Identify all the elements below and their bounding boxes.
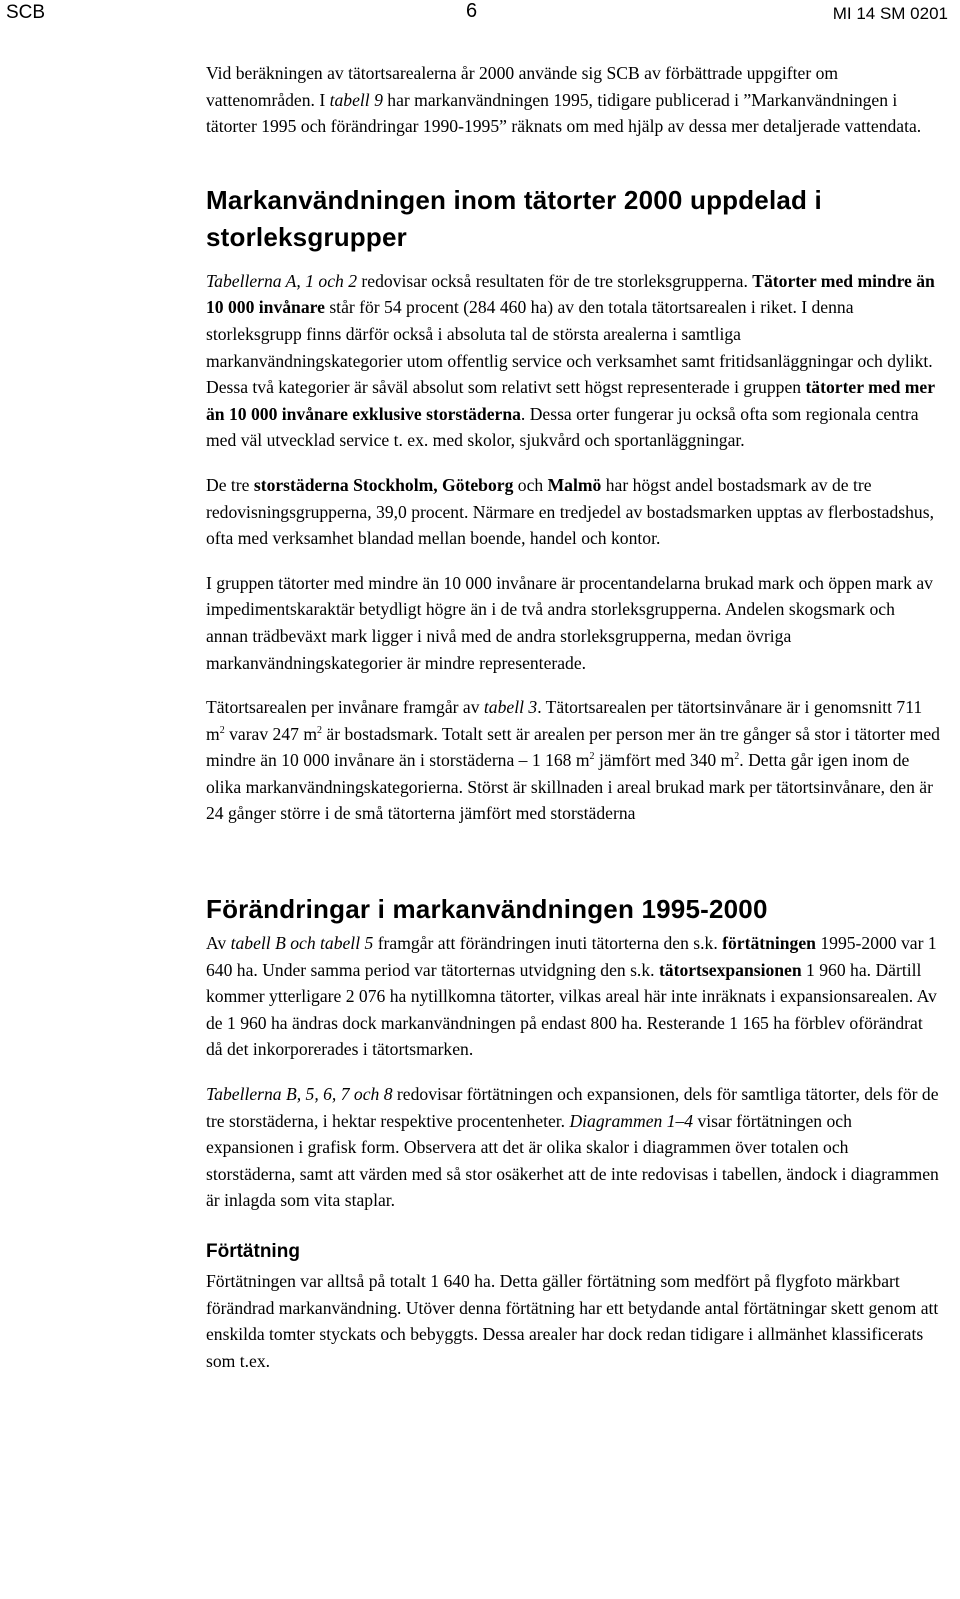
subsection-heading-densification: Förtätning — [206, 1241, 300, 1262]
page-number: 6 — [466, 0, 478, 22]
page-header — [0, 0, 960, 40]
metropolitan-paragraph: De tre storstäderna Stockholm, Göteborg och Malmö har högst andel bostadsmark av de tre redovisningsgrupperna, 39,0 procent. Närmare en tredjedel av bostadsmarken upptas av flerbostadshus, ofta med verksamhet blandad mellan boende, handel och kontor. — [206, 474, 934, 549]
table-reference[interactable]: tabell 3 — [483, 697, 538, 718]
table-reference[interactable]: tabell B och tabell 5 — [230, 933, 374, 954]
size-groups-paragraph: Tabellerna A, 1 och 2 redovisar också resultaten för de tre storleksgrupperna. Tätorter med mindre än 10 000 invånare står för 54 procent (284 460 ha) av den totala tätortsarealen i riket. I denna storleksgrupp finns därför också i absoluta tal de största arealerna i samtliga markanvändningskategorier utom offentlig service och verksamhet samt fritidsanläggningar och dylikt. Dessa två kategorier är såväl absolut som relativt sett högst representerade i gruppen tätorter med mer än 10 000 invånare exklusive storstäderna. Dessa orter fungerar ju också ofta som regionala centra med väl utvecklad service t. ex. med skolor, sjukvård och sportanläggningar. — [206, 270, 935, 451]
table-reference[interactable]: Tabellerna A, 1 och 2 — [206, 270, 358, 291]
section-heading-size-groups: Markanvändningen inom tätorter 2000 uppdelad i storleksgrupper — [206, 184, 822, 252]
diagram-reference[interactable]: Diagrammen 1–4 — [569, 1110, 694, 1131]
header-publisher: SCB — [6, 2, 46, 23]
table-reference[interactable]: Tabellerna B, 5, 6, 7 och 8 — [206, 1084, 393, 1105]
section-heading-changes: Förändringar i markanvändningen 1995-2000 — [206, 894, 768, 925]
changes-paragraph: Av tabell B och tabell 5 framgår att förändringen inuti tätorterna den s.k. förtätningen 1995-2000 var 1 640 ha. Under samma period var tätorternas utvidgning den s.k. tätortsexpansionen 1 960 ha. Därtill kommer ytterligare 2 076 ha nytillkomna tätorter, vilkas areal här inte inräknats i expansionsarealen. Av de 1 960 ha ändras dock markanvändningen på endast 800 ha. Resterande 1 165 ha förblev oförändrat då det inkorporerades i tätortsmarken. — [206, 933, 937, 1060]
small-towns-paragraph: I gruppen tätorter med mindre än 10 000 invånare är procentandelarna brukad mark och öppen mark av impedimentskaraktär betydligt högre än i de två andra storleksgrupperna. Andelen skogsmark och annan trädbeväxt mark ligger i nivå med de andra storleksgrupperna, medan övriga markanvändningskategorier är mindre representerade. — [206, 572, 933, 673]
report-code: MI 14 SM 0201 — [832, 4, 948, 23]
table-reference[interactable]: tabell 9 — [329, 89, 383, 110]
densification-paragraph: Förtätningen var alltså på totalt 1 640 ha. Detta gäller förtätning som medfört på flygfoto märkbart förändrad markanvändning. Utöver denna förtätning har ett betydande antal förtätningar skett genom att enskilda tomter styckats och bebyggts. Dessa arealer har dock redan tidigare i allmänhet klassificerats som t.ex. — [206, 1271, 939, 1371]
page-body — [206, 60, 940, 1374]
tables-diagrams-paragraph: Tabellerna B, 5, 6, 7 och 8 redovisar förtätningen och expansionen, dels för samtliga tätorter, dels för de tre storstäderna, i hektar respektive procentenheter. Diagrammen 1–4 visar förtätningen och expansionen i grafisk form. Observera att det är olika skalor i diagrammen över totalen och storstäderna, samt att värden med så stor osäkerhet att de inte redovisas i tabellen, ändock i diagrammen är inlagda som vita staplar. — [206, 1084, 939, 1211]
intro-paragraph: Vid beräkningen av tätortsarealerna år 2000 använde sig SCB av förbättrade uppgifter om vattenområden. I tabell 9 har markanvändningen 1995, tidigare publicerad i ”Markanvändningen i tätorter 1995 och förändringar 1990-1995” räknats om med hjälp av dessa mer detaljerade vattendata. — [206, 63, 922, 137]
area-per-inhabitant-paragraph: Tätortsarealen per invånare framgår av tabell 3. Tätortsarealen per tätortsinvånare är i genomsnitt 711 $m^2$ varav 247 $m^2$ är bostadsmark. Totalt sett är arealen per person mer än tre gånger så stor i tätorter med mindre än 10 000 invånare än i storstäderna – 1 168 $m^2$ jämfört med 340 $m^2$. Detta går igen inom de olika markanvändningskategorierna. Störst är skillnaden i areal brukad mark per tätortsinvånare, den är 24 gånger större i de små tätorterna jämfört med storstäderna — [206, 697, 940, 824]
